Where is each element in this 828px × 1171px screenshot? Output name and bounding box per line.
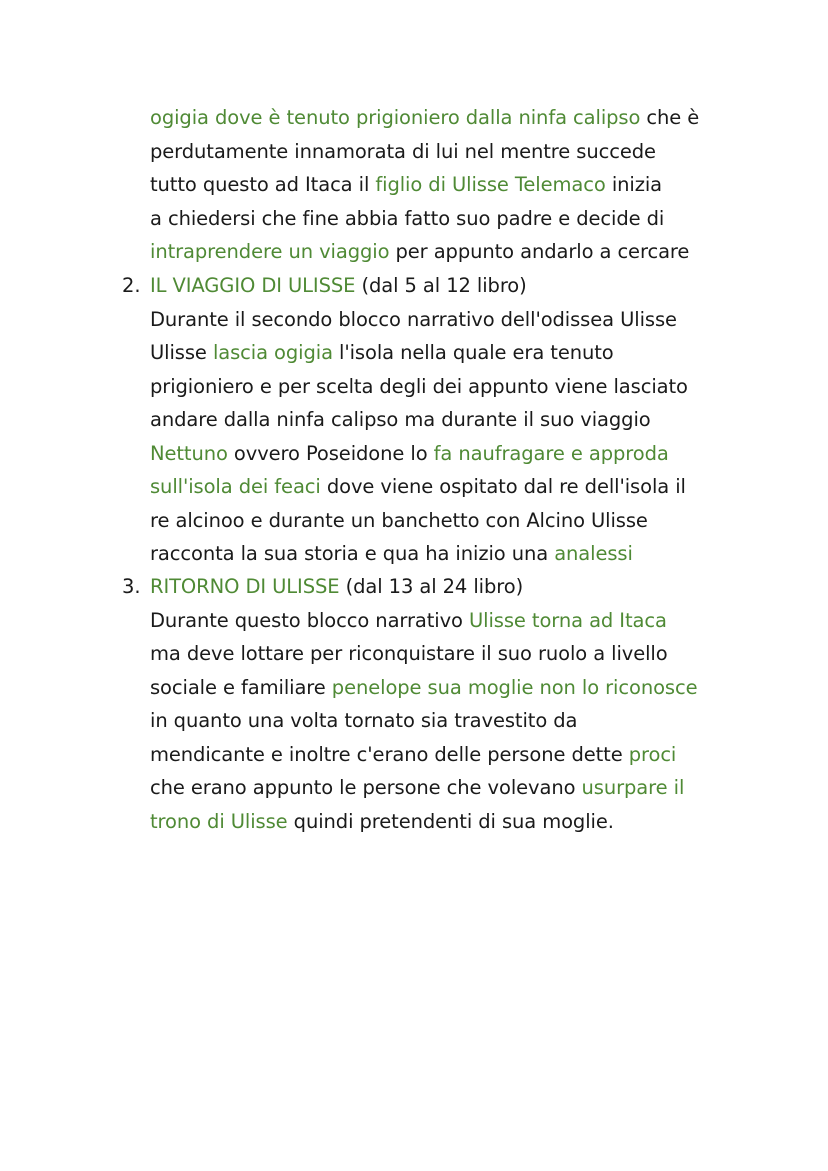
highlighted-text: ogigia dove è tenuto prigioniero dalla ninfa calipso: [150, 106, 641, 129]
text-line: [150, 704, 750, 738]
highlighted-text: usurpare il: [581, 776, 685, 799]
highlighted-text: lascia ogigia: [212, 341, 333, 364]
text-run: sociale e familiare: [150, 675, 332, 699]
text-run: re alcinoo e durante un banchetto con Alcino Ulisse: [150, 508, 648, 532]
text-line: [150, 604, 750, 638]
highlighted-text: sull'isola dei feaci: [150, 475, 321, 498]
section-viaggio: [150, 269, 750, 571]
highlighted-text: Nettuno: [150, 441, 228, 465]
text-run: racconta la sua storia e qua ha inizio una: [150, 542, 555, 565]
text-line: [150, 336, 750, 370]
text-run: andare dalla ninfa calipso ma durante il suo viaggio: [150, 408, 651, 431]
highlighted-text: Ulisse torna ad Itaca: [469, 608, 667, 632]
text-line: [150, 637, 750, 671]
list-number: 2.: [122, 274, 141, 297]
highlighted-text: penelope sua moglie non lo riconosce: [331, 675, 698, 699]
text-run: inizia: [605, 173, 663, 196]
text-run: dove viene ospitato dal re dell'isola il: [320, 475, 686, 498]
text-run: mendicante e inoltre c'erano delle persone dette: [150, 742, 629, 766]
section-books: (dal 5 al 12 libro): [361, 274, 527, 297]
text-run: l'isola nella quale era tenuto: [332, 341, 614, 364]
highlighted-text: proci: [628, 742, 677, 766]
highlighted-text: intraprendere un viaggio: [150, 240, 390, 263]
text-line: [150, 202, 750, 236]
section-heading-line: [150, 269, 750, 303]
text-run: per appunto andarlo a cercare: [389, 240, 690, 263]
text-run: prigioniero e per scelta degli dei appunto viene lasciato: [150, 374, 688, 398]
section-heading: IL VIAGGIO DI ULISSE: [150, 274, 356, 297]
text-run: tutto questo ad Itaca il: [150, 173, 376, 196]
section-heading-line: [150, 570, 750, 604]
text-line: [150, 135, 750, 169]
text-run: ovvero Poseidone lo: [227, 441, 434, 465]
text-run: Durante il secondo blocco narrativo dell'odissea Ulisse: [150, 307, 677, 331]
text-line: [150, 470, 750, 504]
text-run: quindi pretendenti di sua moglie.: [287, 809, 614, 833]
highlighted-text: figlio di Ulisse Telemaco: [375, 173, 606, 196]
text-run: in quanto una volta tornato sia travestito da: [150, 709, 578, 732]
text-run: perdutamente innamorata di lui nel mentre succede: [150, 139, 656, 163]
text-line: [150, 771, 750, 805]
text-run: a chiedersi che fine abbia fatto suo padre e decide di: [150, 206, 665, 230]
text-line: [150, 805, 750, 839]
section-books: (dal 13 al 24 libro): [345, 575, 524, 598]
section-ritorno: [150, 570, 750, 838]
text-line: [150, 437, 750, 471]
text-line: [150, 504, 750, 538]
highlighted-text: fa naufragare e approda: [433, 441, 669, 465]
list-number: 3.: [122, 575, 141, 598]
text-line: [150, 101, 750, 135]
text-run: Durante questo blocco narrativo: [150, 608, 469, 632]
highlighted-text: analessi: [554, 542, 633, 565]
text-run: che erano appunto le persone che volevano: [150, 776, 582, 799]
text-line: [150, 303, 750, 337]
section-heading: RITORNO DI ULISSE: [150, 575, 340, 598]
text-run: che è: [640, 106, 700, 129]
text-line: [150, 738, 750, 772]
text-line: [150, 671, 750, 705]
text-line: [150, 403, 750, 437]
text-run: ma deve lottare per riconquistare il suo ruolo a livello: [150, 642, 668, 665]
text-line: [150, 235, 750, 269]
text-line: [150, 168, 750, 202]
text-line: [150, 370, 750, 404]
highlighted-text: trono di Ulisse: [150, 809, 288, 833]
intro-paragraph: [150, 101, 750, 269]
text-run: Ulisse: [150, 341, 213, 364]
text-line: [150, 537, 750, 571]
